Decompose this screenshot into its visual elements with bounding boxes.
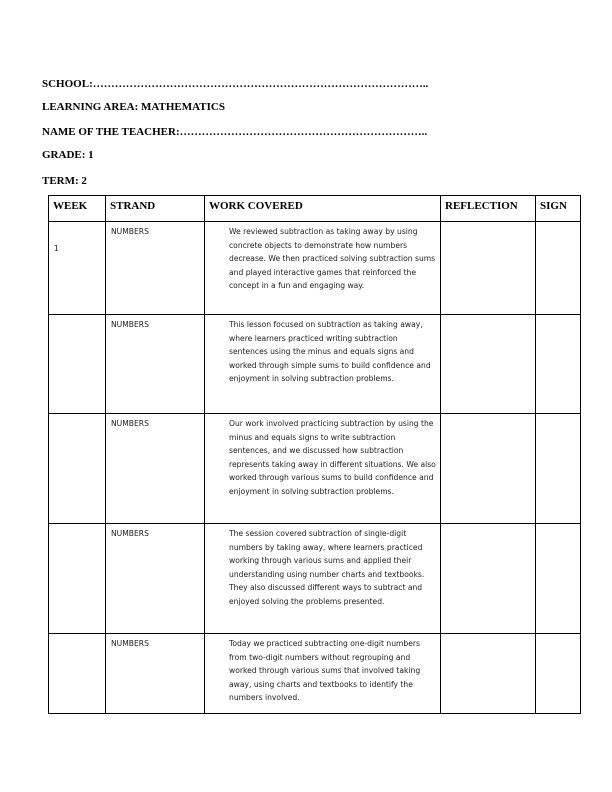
- table-row: [49, 315, 581, 414]
- column-header-work-covered: WORK COVERED: [205, 196, 441, 222]
- sign-cell: [536, 524, 581, 634]
- grade: GRADE: 1: [42, 149, 94, 161]
- sign-cell: [536, 634, 581, 714]
- reflection-cell: [441, 315, 536, 414]
- column-header-reflection: REFLECTION: [441, 196, 536, 222]
- strand-cell: NUMBERS: [106, 414, 205, 524]
- strand-cell: NUMBERS: [106, 222, 205, 315]
- table-row: [49, 634, 581, 714]
- work-covered-table: [48, 195, 581, 714]
- reflection-cell: [441, 414, 536, 524]
- sign-cell: [536, 315, 581, 414]
- sign-cell: [536, 222, 581, 315]
- strand-cell: NUMBERS: [106, 634, 205, 714]
- reflection-cell: [441, 634, 536, 714]
- column-header-strand: STRAND: [106, 196, 205, 222]
- work-covered-cell: This lesson focused on subtraction as taking away, where learners practiced writing subtraction sentences using the minus and equals signs and worked through simple sums to build confidence and enjoyment in solving subtraction problems.: [205, 315, 441, 414]
- week-cell: [49, 634, 106, 714]
- strand-cell: NUMBERS: [106, 315, 205, 414]
- week-cell: [49, 315, 106, 414]
- strand-cell: NUMBERS: [106, 524, 205, 634]
- work-covered-cell: Our work involved practicing subtraction by using the minus and equals signs to write subtraction sentences, and we discussed how subtraction represents taking away in different situations. We also worked through various sums to build confidence and enjoyment in solving subtraction problems.: [205, 414, 441, 524]
- table-header-row: [49, 196, 581, 222]
- table-row: [49, 524, 581, 634]
- term: TERM: 2: [42, 175, 87, 187]
- sign-cell: [536, 414, 581, 524]
- table-row: [49, 414, 581, 524]
- column-header-week: WEEK: [49, 196, 106, 222]
- column-header-sign: SIGN: [536, 196, 581, 222]
- week-cell: [49, 414, 106, 524]
- learning-area: LEARNING AREA: MATHEMATICS: [42, 101, 225, 113]
- school-field: SCHOOL:………………………………………………………………………………..: [42, 78, 429, 90]
- work-covered-cell: The session covered subtraction of single-digit numbers by taking away, where learners practiced working through various sums and applied their understanding using number charts and textbooks. They also discussed different ways to subtract and enjoyed solving the problems presented.: [205, 524, 441, 634]
- work-covered-cell: Today we practiced subtracting one-digit numbers from two-digit numbers without regrouping and worked through various sums that involved taking away, using charts and textbooks to identify the numbers involved.: [205, 634, 441, 714]
- table-row: [49, 222, 581, 315]
- teacher-name-field: NAME OF THE TEACHER:…………………………………………………………..: [42, 126, 428, 138]
- reflection-cell: [441, 222, 536, 315]
- week-cell: 1: [49, 222, 106, 315]
- week-cell: [49, 524, 106, 634]
- work-covered-cell: We reviewed subtraction as taking away by using concrete objects to demonstrate how numbers decrease. We then practiced solving subtraction sums and played interactive games that reinforced the concept in a fun and engaging way.: [205, 222, 441, 315]
- reflection-cell: [441, 524, 536, 634]
